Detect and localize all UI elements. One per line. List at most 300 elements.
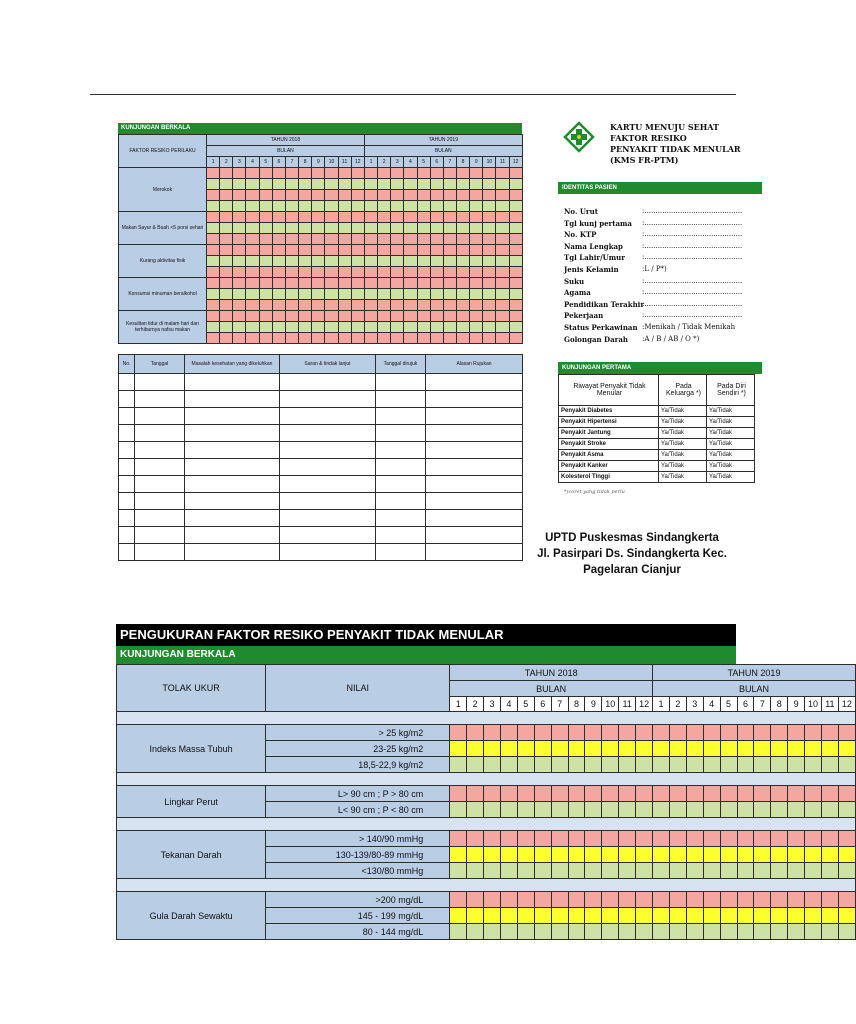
answer-cell: Ya/Tidak (659, 417, 707, 428)
grid-cell (585, 924, 602, 940)
grid-cell (391, 212, 404, 223)
grid-cell (483, 190, 496, 201)
table-row (119, 510, 523, 527)
grid-cell (470, 223, 483, 234)
month-cell: 1 (450, 697, 467, 712)
grid-cell (737, 892, 754, 908)
month-cell: 2 (669, 697, 686, 712)
grid-cell (467, 786, 484, 802)
table-row (119, 544, 523, 561)
grid-cell (470, 278, 483, 289)
grid-cell (391, 322, 404, 333)
grid-cell (602, 863, 619, 879)
grid-cell (220, 201, 233, 212)
grid-cell (467, 725, 484, 741)
grid-cell (653, 892, 670, 908)
grid-cell (404, 333, 417, 344)
grid-cell (378, 256, 391, 267)
field-value: :............................................ (642, 253, 743, 262)
grid-cell (246, 300, 259, 311)
grid-cell (312, 278, 325, 289)
grid-cell (404, 201, 417, 212)
grid-cell (737, 924, 754, 940)
identity-row (564, 334, 744, 346)
grid-cell (272, 223, 285, 234)
grid-cell (788, 786, 805, 802)
grid-cell (534, 892, 551, 908)
spacer-cell (117, 818, 856, 831)
grid-cell (299, 190, 312, 201)
grid-cell (483, 234, 496, 245)
disease-name: Penyakit Kanker (559, 461, 659, 472)
answer-cell: Ya/Tidak (707, 406, 755, 417)
month-cell: 7 (285, 157, 298, 168)
grid-cell (338, 223, 351, 234)
grid-cell (467, 908, 484, 924)
grid-cell (483, 201, 496, 212)
nilai-value: L< 90 cm ; P < 80 cm (266, 802, 450, 818)
grid-cell (470, 300, 483, 311)
grid-cell (233, 179, 246, 190)
grid-cell (259, 289, 272, 300)
grid-cell (496, 311, 509, 322)
table-row (119, 311, 523, 322)
grid-cell (771, 863, 788, 879)
grid-cell (338, 322, 351, 333)
kms-card (558, 118, 746, 498)
grid-cell (703, 802, 720, 818)
grid-cell (470, 201, 483, 212)
grid-cell (821, 863, 838, 879)
month-cell: 9 (788, 697, 805, 712)
grid-cell (364, 212, 377, 223)
identity-row (564, 206, 744, 218)
grid-cell (364, 190, 377, 201)
table-cell (376, 544, 426, 561)
field-label: Status Perkawinan (564, 322, 638, 332)
grid-cell (417, 201, 430, 212)
table-cell (185, 374, 280, 391)
grid-cell (417, 322, 430, 333)
grid-cell (404, 311, 417, 322)
grid-cell (259, 234, 272, 245)
grid-cell (838, 847, 855, 863)
grid-cell (325, 289, 338, 300)
grid-cell (456, 212, 469, 223)
grid-cell (378, 267, 391, 278)
column-header: No. (119, 355, 135, 374)
identity-row (564, 264, 744, 276)
grid-cell (246, 289, 259, 300)
grid-cell (602, 802, 619, 818)
grid-cell (312, 311, 325, 322)
factor-header: FAKTOR RESIKO PERILAKU (119, 135, 207, 168)
grid-cell (391, 245, 404, 256)
grid-cell (312, 168, 325, 179)
answer-cell: Ya/Tidak (707, 439, 755, 450)
grid-cell (299, 201, 312, 212)
grid-cell (470, 190, 483, 201)
tolak-ukur-label: Lingkar Perut (117, 786, 266, 818)
grid-cell (450, 831, 467, 847)
grid-cell (246, 212, 259, 223)
grid-cell (312, 223, 325, 234)
grid-cell (391, 179, 404, 190)
grid-cell (272, 179, 285, 190)
grid-cell (534, 831, 551, 847)
grid-cell (484, 802, 501, 818)
grid-cell (568, 863, 585, 879)
grid-cell (259, 278, 272, 289)
grid-cell (351, 256, 364, 267)
nilai-value: 23-25 kg/m2 (266, 741, 450, 757)
grid-cell (299, 289, 312, 300)
card-title-line: PENYAKIT TIDAK MENULAR (610, 144, 741, 154)
nilai-value: > 140/90 mmHg (266, 831, 450, 847)
grid-cell (404, 289, 417, 300)
grid-cell (496, 256, 509, 267)
table-row (559, 428, 755, 439)
grid-cell (207, 201, 220, 212)
table-cell (119, 544, 135, 561)
grid-cell (653, 863, 670, 879)
field-label: Suku (564, 276, 585, 286)
grid-cell (272, 300, 285, 311)
grid-cell (821, 831, 838, 847)
grid-cell (805, 908, 822, 924)
address-line: UPTD Puskesmas Sindangkerta (545, 532, 719, 544)
year-2018-header: TAHUN 2018 (207, 135, 365, 146)
grid-cell (272, 311, 285, 322)
grid-cell (720, 908, 737, 924)
grid-cell (233, 212, 246, 223)
grid-cell (496, 300, 509, 311)
grid-cell (517, 908, 534, 924)
grid-cell (272, 322, 285, 333)
grid-cell (272, 278, 285, 289)
grid-cell (456, 168, 469, 179)
grid-cell (364, 245, 377, 256)
grid-cell (285, 289, 298, 300)
identity-row (564, 241, 744, 253)
month-cell: 6 (430, 157, 443, 168)
grid-cell (686, 786, 703, 802)
grid-cell (686, 924, 703, 940)
field-value: :............................................ (642, 276, 743, 285)
grid-cell (619, 741, 636, 757)
grid-cell (404, 300, 417, 311)
behavior-risk-table (118, 134, 523, 344)
grid-cell (299, 333, 312, 344)
grid-cell (467, 802, 484, 818)
grid-cell (378, 190, 391, 201)
grid-cell (500, 924, 517, 940)
grid-cell (551, 725, 568, 741)
grid-cell (364, 223, 377, 234)
grid-cell (404, 168, 417, 179)
grid-cell (338, 234, 351, 245)
grid-cell (207, 333, 220, 344)
grid-cell (391, 267, 404, 278)
grid-cell (838, 924, 855, 940)
grid-cell (500, 863, 517, 879)
grid-cell (430, 190, 443, 201)
grid-cell (788, 741, 805, 757)
grid-cell (404, 278, 417, 289)
grid-cell (207, 212, 220, 223)
grid-cell (233, 322, 246, 333)
grid-cell (443, 212, 456, 223)
column-header: Alasan Rujukan (426, 355, 523, 374)
spacer-row (117, 712, 856, 725)
year-2018-header: TAHUN 2018 (450, 665, 653, 681)
table-cell (185, 425, 280, 442)
grid-cell (338, 256, 351, 267)
identity-fields (564, 206, 744, 345)
grid-cell (551, 847, 568, 863)
grid-cell (517, 924, 534, 940)
grid-cell (220, 190, 233, 201)
grid-cell (246, 267, 259, 278)
disease-name: Kolesterol Tinggi (559, 472, 659, 483)
grid-cell (456, 322, 469, 333)
grid-cell (771, 847, 788, 863)
grid-cell (805, 831, 822, 847)
grid-cell (821, 908, 838, 924)
table-cell (280, 476, 376, 493)
grid-cell (259, 256, 272, 267)
grid-cell (207, 289, 220, 300)
table-cell (119, 527, 135, 544)
grid-cell (720, 757, 737, 773)
grid-cell (496, 245, 509, 256)
field-label: No. Urut (564, 207, 598, 216)
grid-cell (430, 234, 443, 245)
grid-cell (619, 908, 636, 924)
measurement-table (116, 664, 856, 940)
grid-cell (585, 892, 602, 908)
month-cell: 12 (509, 157, 522, 168)
measurement-title: PENGUKURAN FAKTOR RESIKO PENYAKIT TIDAK MENULAR (116, 624, 736, 646)
grid-cell (496, 223, 509, 234)
grid-cell (636, 847, 653, 863)
grid-cell (534, 863, 551, 879)
panel-a-bar: KUNJUNGAN BERKALA (118, 123, 522, 134)
field-label: Golongan Darah (564, 334, 628, 344)
grid-cell (838, 908, 855, 924)
grid-cell (207, 322, 220, 333)
grid-cell (483, 245, 496, 256)
grid-cell (467, 924, 484, 940)
grid-cell (821, 757, 838, 773)
grid-cell (568, 741, 585, 757)
grid-cell (551, 863, 568, 879)
address-line: Jl. Pasirpari Ds. Sindangkerta Kec. (537, 548, 727, 560)
grid-cell (417, 267, 430, 278)
grid-cell (500, 725, 517, 741)
grid-cell (272, 212, 285, 223)
grid-cell (325, 256, 338, 267)
table-row (559, 461, 755, 472)
grid-cell (720, 892, 737, 908)
grid-cell (483, 278, 496, 289)
grid-cell (391, 289, 404, 300)
answer-cell: Ya/Tidak (659, 439, 707, 450)
table-cell (280, 493, 376, 510)
month-cell: 9 (312, 157, 325, 168)
grid-cell (246, 234, 259, 245)
grid-cell (404, 212, 417, 223)
answer-cell: Ya/Tidak (659, 461, 707, 472)
grid-cell (272, 267, 285, 278)
table-row (117, 892, 856, 908)
grid-cell (272, 201, 285, 212)
grid-cell (220, 179, 233, 190)
grid-cell (470, 256, 483, 267)
grid-cell (669, 786, 686, 802)
grid-cell (456, 179, 469, 190)
month-cell: 8 (299, 157, 312, 168)
grid-cell (220, 333, 233, 344)
grid-cell (259, 333, 272, 344)
table-cell (280, 425, 376, 442)
grid-cell (272, 168, 285, 179)
grid-cell (619, 725, 636, 741)
table-cell (426, 425, 523, 442)
grid-cell (470, 179, 483, 190)
grid-cell (378, 333, 391, 344)
grid-cell (754, 847, 771, 863)
grid-cell (484, 908, 501, 924)
grid-cell (686, 757, 703, 773)
grid-cell (737, 725, 754, 741)
grid-cell (483, 212, 496, 223)
grid-cell (771, 757, 788, 773)
table-cell (426, 476, 523, 493)
factor-label: Kurang aktivitas fisik (119, 245, 207, 278)
grid-cell (568, 924, 585, 940)
answer-cell: Ya/Tidak (707, 461, 755, 472)
grid-cell (351, 300, 364, 311)
grid-cell (299, 267, 312, 278)
grid-cell (771, 892, 788, 908)
grid-cell (509, 322, 522, 333)
grid-cell (703, 908, 720, 924)
grid-cell (517, 725, 534, 741)
nilai-value: 145 - 199 mg/dL (266, 908, 450, 924)
grid-cell (391, 201, 404, 212)
table-cell (135, 374, 185, 391)
identity-row (564, 276, 744, 288)
table-cell (376, 459, 426, 476)
table-row (117, 786, 856, 802)
grid-cell (404, 322, 417, 333)
answer-cell: Ya/Tidak (659, 428, 707, 439)
table-cell (119, 510, 135, 527)
grid-cell (771, 786, 788, 802)
grid-cell (636, 741, 653, 757)
grid-cell (285, 311, 298, 322)
grid-cell (568, 786, 585, 802)
grid-cell (467, 831, 484, 847)
grid-cell (509, 245, 522, 256)
month-cell: 5 (517, 697, 534, 712)
grid-cell (417, 278, 430, 289)
grid-cell (509, 256, 522, 267)
table-cell (135, 391, 185, 408)
grid-cell (551, 831, 568, 847)
table-cell (185, 442, 280, 459)
identity-row (564, 310, 744, 322)
grid-cell (653, 908, 670, 924)
disease-name: Penyakit Stroke (559, 439, 659, 450)
answer-cell: Ya/Tidak (659, 450, 707, 461)
grid-cell (669, 892, 686, 908)
disease-name: Penyakit Asma (559, 450, 659, 461)
month-cell: 8 (771, 697, 788, 712)
grid-cell (483, 179, 496, 190)
grid-cell (534, 786, 551, 802)
grid-cell (517, 831, 534, 847)
grid-cell (754, 786, 771, 802)
grid-cell (686, 831, 703, 847)
grid-cell (285, 201, 298, 212)
grid-cell (484, 741, 501, 757)
grid-cell (233, 278, 246, 289)
table-row (119, 212, 523, 223)
column-header: Masalah kesehatan yang dikeluhkan (185, 355, 280, 374)
behavior-risk-panel (118, 123, 522, 561)
grid-cell (669, 924, 686, 940)
grid-cell (500, 908, 517, 924)
grid-cell (771, 802, 788, 818)
column-header: Saran & tindak lanjut (280, 355, 376, 374)
grid-cell (364, 311, 377, 322)
grid-cell (585, 725, 602, 741)
grid-cell (285, 190, 298, 201)
table-cell (185, 391, 280, 408)
grid-cell (404, 190, 417, 201)
grid-cell (686, 802, 703, 818)
grid-cell (496, 190, 509, 201)
month-cell: 3 (233, 157, 246, 168)
table-cell (376, 425, 426, 442)
grid-cell (391, 190, 404, 201)
footnote: *)coret yang tidak perlu (564, 489, 625, 495)
grid-cell (430, 168, 443, 179)
grid-cell (483, 322, 496, 333)
grid-cell (443, 311, 456, 322)
grid-cell (720, 786, 737, 802)
grid-cell (246, 256, 259, 267)
grid-cell (496, 168, 509, 179)
month-cell: 2 (378, 157, 391, 168)
grid-cell (737, 831, 754, 847)
grid-cell (517, 802, 534, 818)
grid-cell (771, 908, 788, 924)
grid-cell (364, 300, 377, 311)
grid-cell (450, 863, 467, 879)
grid-cell (456, 201, 469, 212)
grid-cell (496, 234, 509, 245)
month-cell: 5 (259, 157, 272, 168)
grid-cell (551, 741, 568, 757)
grid-cell (351, 289, 364, 300)
grid-cell (351, 333, 364, 344)
table-cell (119, 408, 135, 425)
spacer-cell (117, 712, 856, 725)
grid-cell (636, 757, 653, 773)
